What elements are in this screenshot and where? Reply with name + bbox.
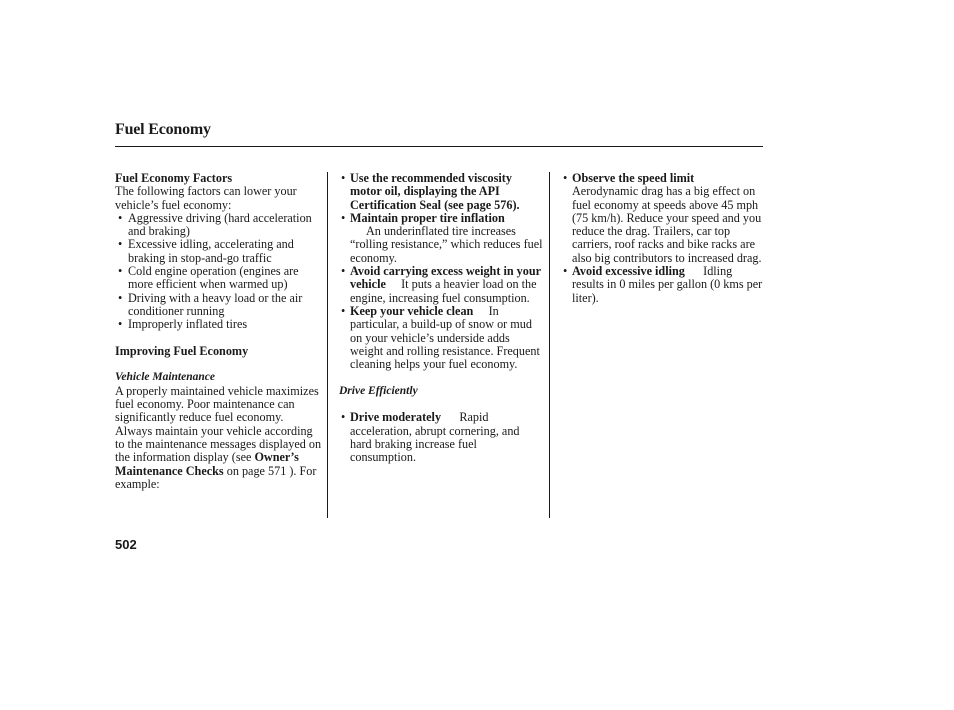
bullet-icon: • xyxy=(563,171,568,185)
factor-text: Aggressive driving (hard acceleration and braking) xyxy=(128,210,312,239)
tip-speed-title: Observe the speed limit xyxy=(572,171,695,185)
bullet-icon: • xyxy=(341,210,346,225)
maintenance-text-2: on page 571 ). For example: xyxy=(115,463,317,491)
factor-item xyxy=(115,292,323,319)
section-heading-improving: Improving Fuel Economy xyxy=(115,343,249,358)
tip-weight-text: It puts a heavier load on the engine, increasing fuel consumption. xyxy=(350,277,537,305)
column-3 xyxy=(561,172,764,305)
page-title: Fuel Economy xyxy=(115,121,211,138)
factor-item xyxy=(115,212,323,239)
tip-idle-title: Avoid excessive idling xyxy=(572,264,685,279)
factor-text: Improperly inflated tires xyxy=(128,317,248,332)
factor-text: Driving with a heavy load or the air conditioner running xyxy=(128,290,303,318)
tip-speed xyxy=(561,172,764,265)
tip-idle xyxy=(561,265,764,305)
bullet-icon: • xyxy=(118,210,123,225)
tip-idle-text: Idling results in 0 miles per gallon (0 kms per liter). xyxy=(572,264,763,305)
tip-clean-title: Keep your vehicle clean xyxy=(350,303,474,318)
column-1 xyxy=(115,172,323,491)
maintenance-checks-link[interactable]: Owner’s Maintenance Checks xyxy=(115,450,299,478)
bullet-icon: • xyxy=(118,264,123,279)
tip-weight-title: Avoid carrying excess weight in your vehicle xyxy=(350,264,541,292)
tip-clean-text: In particular, a build-up of snow or mud on your vehicle’s underside adds weight and rolling resistance. Frequent cleaning helps your fuel economy. xyxy=(350,303,540,372)
column-divider-2 xyxy=(549,172,550,518)
bullet-icon: • xyxy=(341,264,346,279)
column-divider-1 xyxy=(327,172,328,518)
subheading-drive-efficiently: Drive Efficiently xyxy=(339,384,418,397)
factor-text: Cold engine operation (engines are more efficient when warmed up) xyxy=(128,264,299,292)
title-divider xyxy=(115,146,763,147)
tip-speed-text: Aerodynamic drag has a big effect on fuel economy at speeds above 45 mph (75 km/h). Reduce your speed and you reduce the drag. Trailers, car top carriers, roof racks and bike racks are also big contributors to increased drag. xyxy=(572,184,762,265)
tip-oil xyxy=(339,172,544,212)
bullet-icon: • xyxy=(563,264,568,279)
subheading-vehicle-maintenance: Vehicle Maintenance xyxy=(115,371,215,384)
bullet-icon: • xyxy=(341,171,346,185)
page-number: 502 xyxy=(115,537,137,552)
tip-clean xyxy=(339,305,544,371)
factor-text: Excessive idling, accelerating and braking in stop-and-go traffic xyxy=(128,237,294,265)
bullet-icon: • xyxy=(118,317,123,332)
tip-drive-title: Drive moderately xyxy=(350,410,442,425)
tip-drive-text: Rapid acceleration, abrupt cornering, and hard braking increase fuel consumption. xyxy=(350,410,520,465)
column-2 xyxy=(339,172,544,465)
bullet-icon: • xyxy=(341,410,346,425)
tip-drive xyxy=(339,411,544,464)
factor-item xyxy=(115,238,323,265)
tip-tire xyxy=(339,212,544,265)
factors-intro: The following factors can lower your vehicle’s fuel economy: xyxy=(115,184,297,212)
tip-weight xyxy=(339,265,544,305)
section-heading-factors: Fuel Economy Factors xyxy=(115,171,233,185)
factor-item xyxy=(115,265,323,292)
maintenance-text-1: A properly maintained vehicle maximizes fuel economy. Poor maintenance can significantly reduce fuel economy. Always maintain your vehicle according to the maintenance messages displayed on the information display (see xyxy=(115,383,322,465)
bullet-icon: • xyxy=(118,237,123,252)
bullet-icon: • xyxy=(341,303,346,318)
tip-oil-text: Use the recommended viscosity motor oil, displaying the API Certification Seal (see page 576). xyxy=(350,171,520,212)
maintenance-paragraph xyxy=(115,385,323,491)
tip-tire-text: An underinflated tire increases “rolling resistance,” which reduces fuel economy. xyxy=(350,224,543,265)
factor-item xyxy=(115,318,323,331)
bullet-icon: • xyxy=(118,290,123,305)
tip-tire-title: Maintain proper tire inflation xyxy=(350,210,505,225)
